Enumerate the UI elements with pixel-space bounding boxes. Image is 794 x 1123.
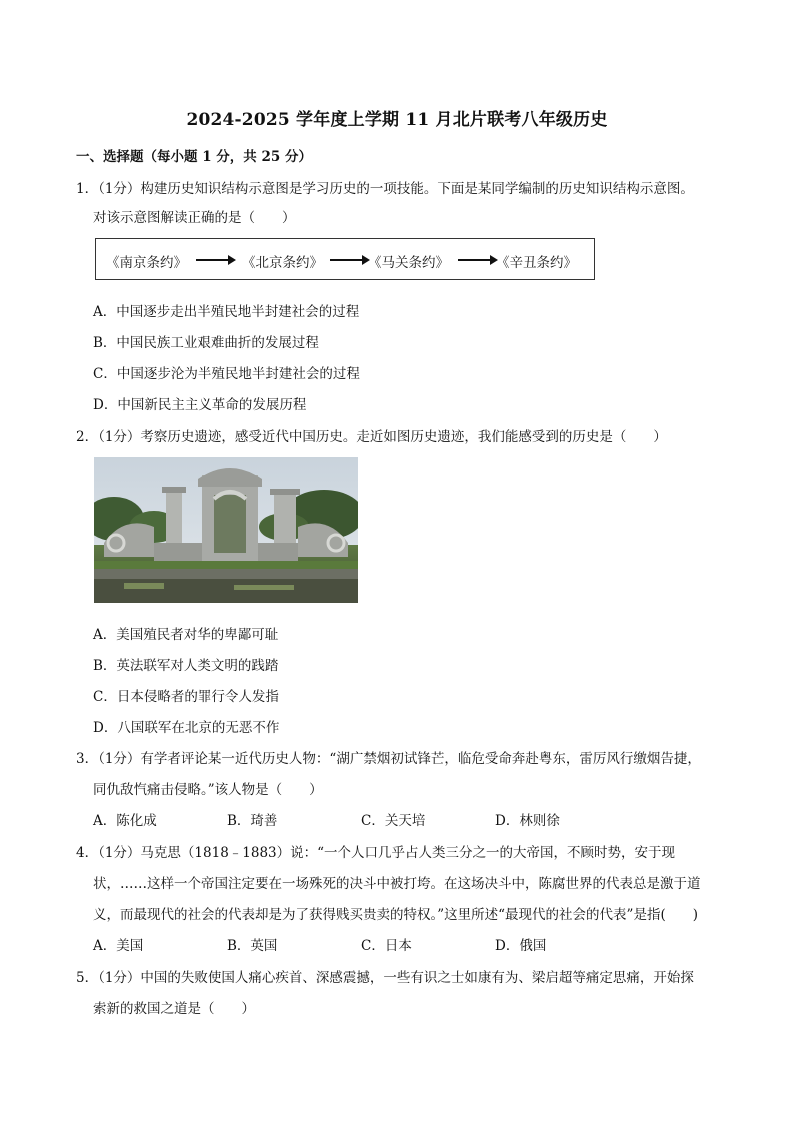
q3-option-a[interactable]: A．陈化成 (93, 813, 157, 829)
q5-stem-line-2: 索新的救国之道是（ ） (93, 1001, 255, 1017)
q4-option-c[interactable]: C．日本 (361, 938, 412, 954)
q3-options-row (93, 809, 713, 829)
q3-stem-line-1: 3．（1分）有学者评论某一近代历史人物：“湖广禁烟初试锋芒，临危受命奔赴粤东，雷厉风行缴烟告捷， (76, 751, 701, 767)
q3-stem-line-2: 同仇敌忾痛击侵略。”该人物是（ ） (93, 782, 323, 798)
q2-option-b[interactable]: B．英法联军对人类文明的践踏 (93, 658, 279, 674)
q2-stem-line-1: 2．（1分）考察历史遗迹，感受近代中国历史。走近如图历史遗迹，我们能感受到的历史是（ ） (76, 429, 667, 445)
flow-item-maguan: 《马关条约》 (368, 255, 449, 271)
q4-stem-line-3: 义，而最现代的社会的代表却是为了获得贱买贵卖的特权。”这里所述“最现代的社会的代表”是指( ) (93, 907, 698, 923)
q2-option-a[interactable]: A．美国殖民者对华的卑鄙可耻 (93, 627, 279, 643)
q4-option-d[interactable]: D．俄国 (495, 938, 547, 954)
q4-stem-line-2: 状，……这样一个帝国注定要在一场殊死的决斗中被打垮。在这场决斗中，陈腐世界的代表总是激于道 (93, 876, 701, 892)
q5-stem-line-1: 5．（1分）中国的失败使国人痛心疾首、深感震撼，一些有识之士如康有为、梁启超等痛定思痛，开始探 (76, 970, 694, 986)
q1-option-b[interactable]: B．中国民族工业艰难曲折的发展过程 (93, 335, 319, 351)
q4-option-a[interactable]: A．美国 (93, 938, 144, 954)
q3-option-c[interactable]: C．关天培 (361, 813, 426, 829)
ruins-photo-illustration (94, 457, 358, 603)
section-heading: 一、选择题（每小题 1 分，共 25 分） (76, 149, 312, 165)
q4-options-row (93, 934, 713, 954)
q1-option-c[interactable]: C．中国逐步沦为半殖民地半封建社会的过程 (93, 366, 360, 382)
ruins-photo (94, 457, 358, 603)
flow-item-xinchou: 《辛丑条约》 (496, 255, 577, 271)
q2-option-d[interactable]: D．八国联军在北京的无恶不作 (93, 720, 280, 736)
q2-option-c[interactable]: C．日本侵略者的罪行令人发指 (93, 689, 279, 705)
q3-option-d[interactable]: D．林则徐 (495, 813, 560, 829)
flow-arrow-2 (330, 259, 368, 261)
q1-option-d[interactable]: D．中国新民主主义革命的发展历程 (93, 397, 307, 413)
q1-treaty-flow-diagram (95, 238, 595, 280)
flow-item-beijing: 《北京条约》 (242, 255, 323, 271)
q1-stem-line-1: 1．（1分）构建历史知识结构示意图是学习历史的一项技能。下面是某同学编制的历史知识结构示意图。 (76, 181, 694, 197)
flow-item-nanjing: 《南京条约》 (106, 255, 187, 271)
page-title: 2024-2025 学年度上学期 11 月北片联考八年级历史 (186, 110, 608, 130)
q3-option-b[interactable]: B．琦善 (227, 813, 278, 829)
q1-option-a[interactable]: A．中国逐步走出半殖民地半封建社会的过程 (93, 304, 360, 320)
flow-arrow-3 (458, 259, 496, 261)
q1-stem-line-2: 对该示意图解读正确的是（ ） (93, 210, 296, 226)
q4-stem-line-1: 4．（1分）马克思（1818﹣1883）说：“一个人口几乎占人类三分之一的大帝国，不顾时势，安于现 (76, 845, 676, 861)
flow-arrow-1 (196, 259, 234, 261)
q4-option-b[interactable]: B．英国 (227, 938, 278, 954)
